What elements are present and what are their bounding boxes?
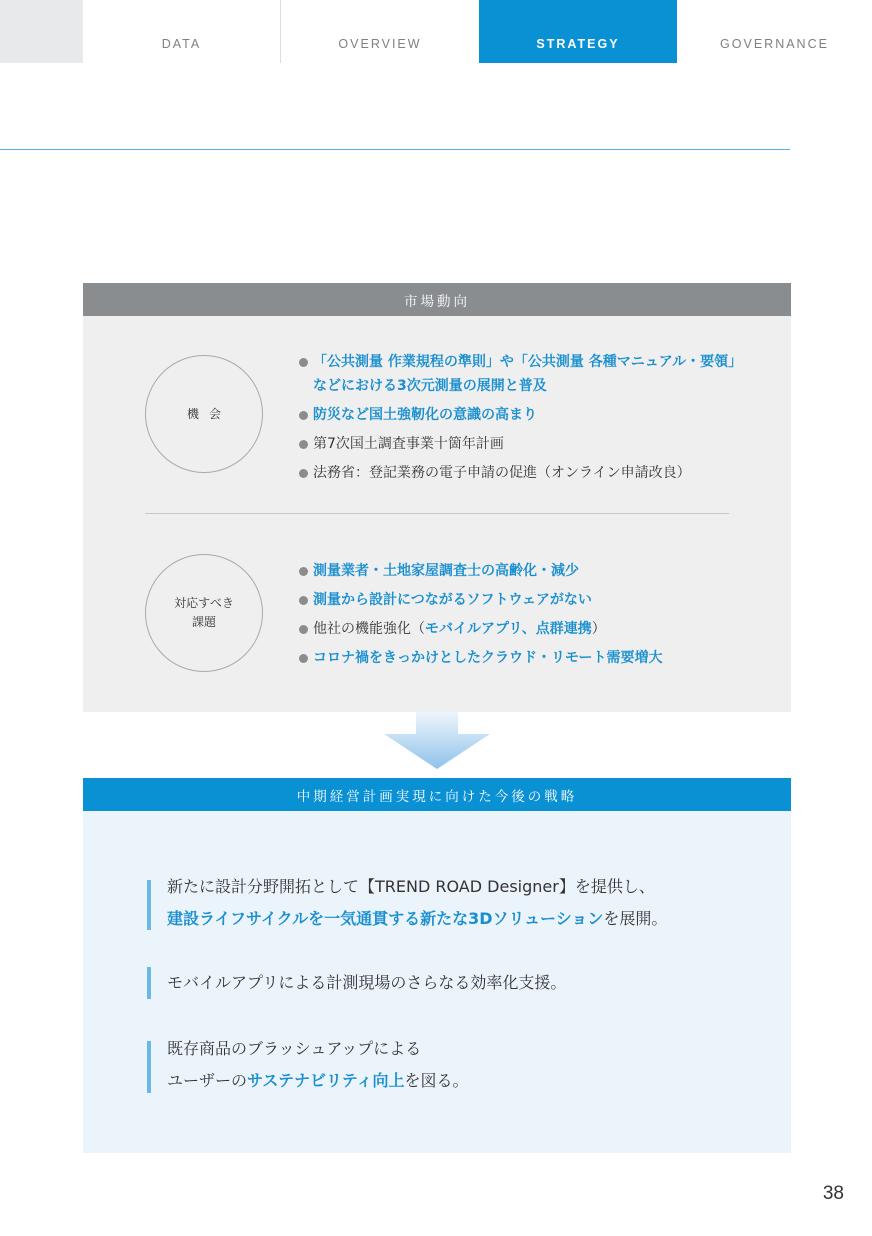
list-item-prefix: 他社の機能強化（	[313, 621, 425, 637]
challenge-circle	[145, 554, 263, 672]
strategy-highlight: 建設ライフサイクルを一気通貫する新たな3Dソリューション	[167, 909, 604, 928]
market-trends-panel	[83, 316, 791, 712]
strategy-header: 中期経営計画実現に向けた今後の戦略	[83, 778, 791, 811]
strategy-highlight: サステナビリティ向上	[247, 1071, 405, 1090]
tab-governance[interactable]: GOVERNANCE	[677, 0, 872, 63]
market-trends-header: 市場動向	[83, 283, 791, 316]
top-divider	[0, 149, 790, 150]
tab-overview[interactable]: OVERVIEW	[281, 0, 479, 63]
strategy-line: モバイルアプリによる計測現場のさらなる効率化支援。	[167, 973, 567, 992]
tab-data[interactable]: DATA	[83, 0, 281, 63]
strategy-item	[147, 871, 667, 935]
list-item-suffix: ）	[591, 621, 606, 637]
opportunity-list	[299, 350, 779, 490]
strategy-suffix: を展開。	[603, 909, 668, 928]
list-item	[299, 617, 779, 641]
strategy-line	[167, 1065, 468, 1097]
accent-bar	[147, 880, 151, 930]
strategy-item	[147, 967, 566, 999]
list-item-line: などにおける3次元測量の展開と普及	[313, 378, 547, 394]
page-number: 38	[822, 1183, 844, 1204]
nav-corner-block	[0, 0, 83, 63]
list-item: 防災など国土強靭化の意識の高まり	[299, 403, 779, 427]
accent-bar	[147, 1041, 151, 1093]
opportunity-label: 機会	[186, 406, 231, 421]
strategy-line	[167, 903, 667, 935]
strategy-prefix: ユーザーの	[167, 1071, 248, 1090]
section-divider	[145, 513, 729, 514]
strategy-line: 既存商品のブラッシュアップによる	[167, 1039, 422, 1058]
challenge-label-line: 課題	[191, 615, 216, 629]
challenge-label-line: 対応すべき	[174, 596, 234, 610]
opportunity-circle	[145, 355, 263, 473]
challenge-list	[299, 559, 779, 675]
strategy-panel	[83, 811, 791, 1153]
list-item: コロナ禍をきっかけとしたクラウド・リモート需要増大	[299, 646, 779, 670]
list-item: 測量から設計につながるソフトウェアがない	[299, 588, 779, 612]
strategy-suffix: を図る。	[404, 1071, 469, 1090]
list-item: 第7次国土調査事業十箇年計画	[299, 432, 779, 456]
section-nav	[83, 0, 872, 63]
list-item: 法務省：登記業務の電子申請の促進（オンライン申請改良）	[299, 461, 779, 485]
accent-bar	[147, 967, 151, 999]
strategy-item	[147, 1033, 468, 1097]
list-item	[299, 350, 779, 398]
list-item: 測量業者・土地家屋調査士の高齢化・減少	[299, 559, 779, 583]
strategy-line: 新たに設計分野開拓として【TREND ROAD Designer】を提供し、	[167, 877, 655, 896]
tab-strategy[interactable]: STRATEGY	[479, 0, 677, 63]
down-arrow-icon	[384, 712, 490, 769]
list-item-highlight: モバイルアプリ、点群連携	[425, 621, 592, 637]
list-item-line: 「公共測量 作業規程の準則」や「公共測量 各種マニュアル・要領」	[313, 354, 743, 370]
